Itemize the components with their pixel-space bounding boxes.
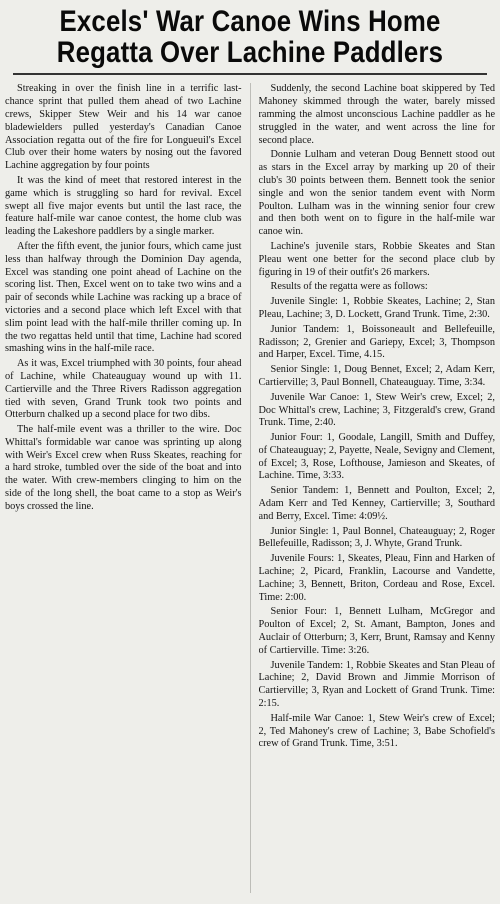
result-entry: Half-mile War Canoe: 1, Stew Weir's crew of Excel; 2, Ted Mahoney's crew of Lachine; 3, Babe Schofield's crew of Grand Trunk. Time, 3:51. <box>258 712 496 750</box>
result-entry: Juvenile Fours: 1, Skeates, Pleau, Finn and Harken of Lachine; 2, Picard, Franklin, Lacourse and Vandette, Lachine; 3, Bennett, Briton, Cordeau and Rose, Excel. Time: 2:00. <box>258 553 496 603</box>
result-entry: Juvenile Tandem: 1, Robbie Skeates and Stan Pleau of Lachine; 2, David Brown and Jimmie Morrison of Cartierville; 3, Ryan and Lockett of Grand Trunk. Time: 2:15. <box>258 659 496 710</box>
paragraph: As it was, Excel triumphed with 30 points, four ahead of Lachine, while Chateauguay wound up with 11. Cartierville and the Three Rivers Radisson aggregation tied with seven, Grand Trunk took two points and Otterburn chalked up a second place for two dibs. <box>5 358 242 421</box>
headline <box>5 6 495 68</box>
result-entry: Senior Tandem: 1, Bennett and Poulton, Excel; 2, Adam Kerr and Ted Kenney, Cartierville; 3, Southard and Berry, Excel. Time: 4:09½. <box>258 485 496 522</box>
paragraph: Streaking in over the finish line in a terrific last-chance sprint that pulled them ahead of two Lachine crews, Skipper Stew Weir and his 14 war canoe bladewielders pulled yesterday's Canadian Canoe Association regatta out of the fire for Longueuil's Excel Club over their home waters by nosing out the favored Lachine aggregation by four points <box>5 83 242 172</box>
headline-divider <box>13 73 487 75</box>
results-intro: Results of the regatta were as follows: <box>270 281 428 293</box>
headline-line-1: Excels' War Canoe Wins Home <box>59 5 441 38</box>
headline-line-2: Regatta Over Lachine Paddlers <box>56 36 444 70</box>
result-entry: Senior Single: 1, Doug Bennet, Excel; 2, Adam Kerr, Cartierville; 3, Paul Bonnell, Chateauguay. Time, 3:34. <box>258 364 496 388</box>
column-divider <box>250 83 251 893</box>
paragraph: Lachine's juvenile stars, Robbie Skeates and Stan Pleau went one better for the second place club by figuring in 19 of their outfit's 26 markers. <box>258 240 496 278</box>
result-entry: Juvenile War Canoe: 1, Stew Weir's crew, Excel; 2, Doc Whittal's crew, Lachine; 3, Fitzgerald's crew, Grand Trunk. Time, 2:40. <box>258 391 496 429</box>
result-entry: Junior Four: 1, Goodale, Langill, Smith and Duffey, of Chateauguay; 2, Payette, Neale, Sevigny and Clement, of Excel; 3, Rose, Lofthouse, Jamieson and Skeates, of Lachine. Time, 3:33. <box>258 432 496 482</box>
article-column-right <box>259 83 496 893</box>
paragraph: Donnie Lulham and veteran Doug Bennett stood out as stars in the Excel array by marking up 20 of their club's 30 points between them. Bennett took the senior single and won the senior tandem event with Norm Poulton. Lulham was in the winning senior four crew and then both went on to figure in the half-mile war canoe win. <box>258 149 496 238</box>
article-columns <box>5 83 495 893</box>
result-entry: Juvenile Single: 1, Robbie Skeates, Lachine; 2, Stan Pleau, Lachine; 3, D. Lockett, Grand Trunk. Time, 2:30. <box>258 296 496 320</box>
result-entry: Junior Tandem: 1, Boissoneault and Bellefeuille, Radisson; 2, Grenier and Gariepy, Excel; 3, Thompson and Harper, Excel. Time, 4.15. <box>258 323 496 361</box>
article-column-left <box>5 83 242 883</box>
paragraph: Suddenly, the second Lachine boat skippered by Ted Mahoney skimmed through the water, barely missed ramming the almost unconscious Lachine paddler as he struggled in the water, and went across the line for second place. <box>258 83 496 146</box>
paragraph: It was the kind of meet that restored interest in the game which is struggling so hard for revival. Excel swept all five major events but until the last race, the feature half-mile war canoe contest, the home club was leading the Lakeshore paddlers by a single marker. <box>5 174 242 238</box>
result-entry: Junior Single: 1, Paul Bonnel, Chateauguay; 2, Roger Bellefeuille, Radisson; 3, J. Whyte, Grand Trunk. <box>258 525 496 550</box>
paragraph: After the fifth event, the junior fours, which came just less than halfway through the Dominion Day agenda, Excel was standing one point ahead of Lachine on the scoring list. Then, Excel went on to take two wins and a pair of seconds while Lachine was racking up a brace of victories and a second place which left Excel with that slim point lead with the half-mile thriller coming up. In the two regattas held until that time, Lachine had scored smashing wins in the half-mile race. <box>5 240 242 355</box>
paragraph: The half-mile event was a thriller to the wire. Doc Whittal's formidable war canoe was sprinting up along with Weir's Excel crew when Russ Skeates, reaching for a hard stroke, tumbled over the side of the boat and into the water. With crew-members clinging to him on the side of the long shell, the boat came to a stop as Weir's boys crossed the line. <box>5 424 242 512</box>
result-entry: Senior Four: 1, Bennett Lulham, McGregor and Poulton of Excel; 2, St. Amant, Bampton, Jones and Auclair of Otterburn; 3, Kerr, Brunt, Ramsay and Kenny of Cartierville. Time: 3:26. <box>258 606 496 656</box>
